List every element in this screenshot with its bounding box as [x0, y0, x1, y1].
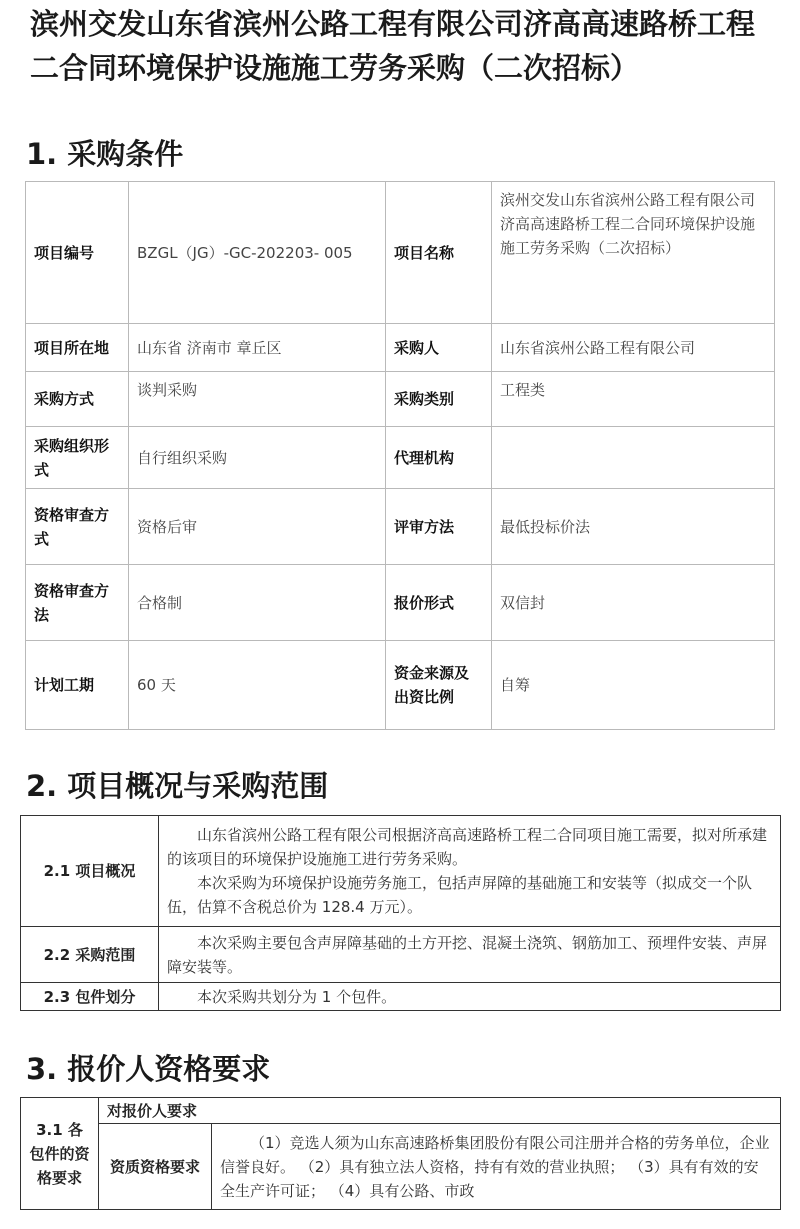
- section-heading-2: 2. 项目概况与采购范围: [26, 769, 329, 803]
- table-row: [21, 927, 781, 983]
- procurement-method: 谈判采购: [129, 372, 386, 427]
- cell-label: 采购人: [386, 324, 492, 372]
- quotation-form: 双信封: [492, 565, 775, 641]
- table-row: [21, 816, 781, 927]
- cell-label: 项目编号: [26, 182, 129, 324]
- cell-label: 采购组织形式: [26, 427, 129, 489]
- cell-label: 资格审查方式: [26, 489, 129, 565]
- cell-label: 资金来源及出资比例: [386, 641, 492, 730]
- table-row: [26, 489, 775, 565]
- table-row: [21, 983, 781, 1011]
- table-row: [21, 1098, 781, 1124]
- table-row: [26, 565, 775, 641]
- overview-label: 2.1 项目概况: [21, 816, 159, 927]
- cell-label: 项目所在地: [26, 324, 129, 372]
- cell-label: 计划工期: [26, 641, 129, 730]
- page-title: 滨州交发山东省滨州公路工程有限公司济高高速路桥工程二合同环境保护设施施工劳务采购（二次招标）: [30, 7, 756, 85]
- table-row: [26, 324, 775, 372]
- cell-label: 报价形式: [386, 565, 492, 641]
- section-heading-1: 1. 采购条件: [26, 137, 184, 171]
- scope-label: 2.2 采购范围: [21, 927, 159, 983]
- procurement-category: 工程类: [492, 372, 775, 427]
- project-name: 滨州交发山东省滨州公路工程有限公司济高高速路桥工程二合同环境保护设施施工劳务采购（二次招标）: [492, 182, 775, 324]
- overview-paragraph-1: 山东省滨州公路工程有限公司根据济高高速路桥工程二合同项目施工需要，拟对所承建的该项目的环境保护设施施工进行劳务采购。: [167, 826, 768, 868]
- cell-label: 采购方式: [26, 372, 129, 427]
- purchaser: 山东省滨州公路工程有限公司: [492, 324, 775, 372]
- project-location: 山东省 济南市 章丘区: [129, 324, 386, 372]
- overview-text: [159, 816, 781, 927]
- cell-label: 资格审查方法: [26, 565, 129, 641]
- cell-label: 代理机构: [386, 427, 492, 489]
- qualification-label: 3.1 各包件的资格要求: [21, 1098, 99, 1210]
- agency: [492, 427, 775, 489]
- package-text: 本次采购共划分为 1 个包件。: [159, 983, 781, 1011]
- planned-duration: 60 天: [129, 641, 386, 730]
- qualification-text: （1）竞选人须为山东高速路桥集团股份有限公司注册并合格的劳务单位，企业信誉良好。 （2）具有独立法人资格，持有有效的营业执照； （3）具有有效的安全生产许可证； （4）具有公路、市政: [212, 1124, 781, 1210]
- section-heading-3: 3. 报价人资格要求: [26, 1052, 271, 1086]
- table-row: [26, 641, 775, 730]
- review-method: 合格制: [129, 565, 386, 641]
- fund-source: 自筹: [492, 641, 775, 730]
- cell-label: 采购类别: [386, 372, 492, 427]
- table-row: [26, 372, 775, 427]
- table-row: [21, 1124, 781, 1210]
- organization-form: 自行组织采购: [129, 427, 386, 489]
- evaluation-method: 最低投标价法: [492, 489, 775, 565]
- qualification-sub-label: 资质资格要求: [99, 1124, 212, 1210]
- overview-paragraph-2: 本次采购为环境保护设施劳务施工，包括声屏障的基础施工和安装等（拟成交一个队伍，估算不含税总价为 128.4 万元）。: [167, 874, 753, 916]
- cell-label: 项目名称: [386, 182, 492, 324]
- table-row: [26, 182, 775, 324]
- qualification-table: [20, 1097, 781, 1210]
- scope-text: 本次采购主要包含声屏障基础的土方开挖、混凝土浇筑、钢筋加工、预埋件安装、声屏障安装等。: [159, 927, 781, 983]
- project-number: BZGL（JG）-GC-202203- 005: [129, 182, 386, 324]
- table-row: [26, 427, 775, 489]
- overview-table: [20, 815, 781, 1011]
- review-mode: 资格后审: [129, 489, 386, 565]
- requirement-header: 对报价人要求: [99, 1098, 781, 1124]
- cell-label: 评审方法: [386, 489, 492, 565]
- package-label: 2.3 包件划分: [21, 983, 159, 1011]
- conditions-table: [25, 181, 775, 730]
